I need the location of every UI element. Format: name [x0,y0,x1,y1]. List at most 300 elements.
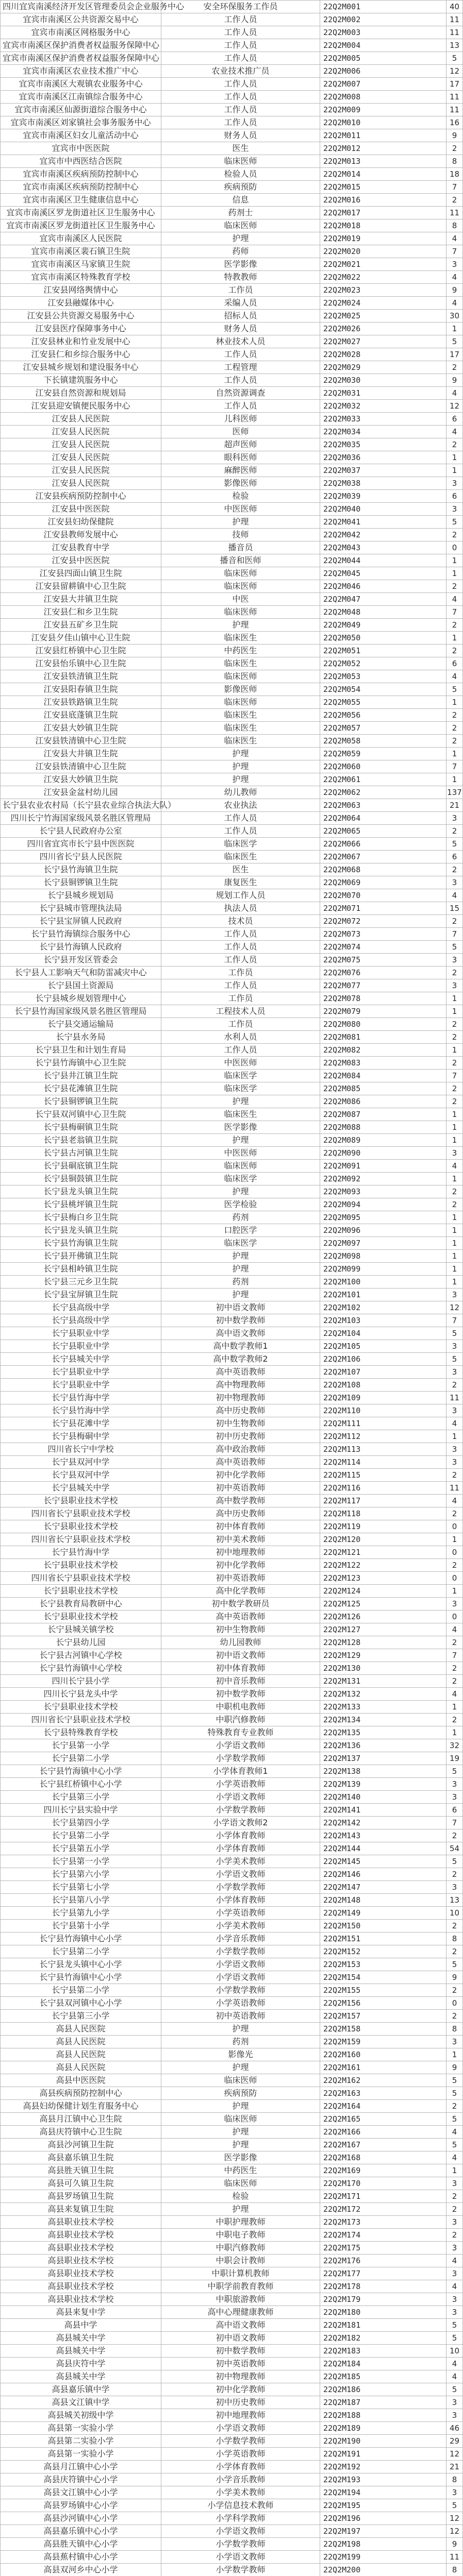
position-cell: 检验 [161,2190,320,2203]
position-code-cell: 22Q2M052 [320,657,447,670]
employer-cell: 长宁县第七小学 [1,1881,161,1894]
employer-cell: 长宁县开发区管委会 [1,954,161,967]
position-cell: 小学体育教师 [161,1829,320,1842]
applicant-count-cell: 4 [447,889,463,902]
table-row [1,696,463,709]
employer-cell: 长宁县梅白乡卫生院 [1,1211,161,1224]
position-code-cell: 22Q2M168 [320,2151,447,2164]
position-code-cell: 22Q2M136 [320,1739,447,1752]
position-cell: 高中历史教师 [161,1507,320,1520]
table-row [1,451,463,464]
applicant-count-cell: 17 [447,348,463,361]
applicant-count-cell: 4 [447,232,463,245]
position-cell: 工程技术人员 [161,1005,320,1018]
employer-cell: 宜宾市南溪区保护消费者权益服务保障中心 [1,39,161,52]
applicant-count-cell: 137 [447,786,463,799]
applicant-count-cell: 6 [447,1804,463,1817]
table-row [1,2151,463,2164]
position-cell: 招标人员 [161,310,320,323]
employer-cell: 宜宾市南溪区仙源街道综合服务中心 [1,104,161,116]
employer-cell: 长宁县相岭镇卫生院 [1,1263,161,1276]
position-code-cell: 22Q2M169 [320,2164,447,2177]
applicant-count-cell: 2 [447,1945,463,1958]
employer-cell: 高县城关中学 [1,2332,161,2345]
position-cell: 工作人员 [161,954,320,967]
applicant-count-cell: 5 [447,1353,463,1366]
employer-cell: 下长镇建筑服务中心 [1,374,161,387]
position-cell: 医师 [161,426,320,438]
applicant-count-cell: 30 [447,310,463,323]
position-cell: 初中生物教师 [161,1623,320,1636]
table-row [1,1495,463,1507]
applicant-count-cell: 10 [447,1907,463,1920]
applicant-count-cell: 16 [447,116,463,129]
position-cell: 小学科学教师 [161,2512,320,2525]
applicant-count-cell: 7 [447,181,463,194]
employer-cell: 长宁县竹海镇中心卫生院 [1,1057,161,1070]
position-cell: 小学体育教师 [161,2461,320,2473]
applicant-count-cell: 12 [447,2448,463,2461]
table-row [1,1353,463,1366]
position-code-cell: 22Q2M002 [320,13,447,26]
position-cell: 初中物理教师 [161,1392,320,1404]
position-cell: 财务人员 [161,323,320,335]
position-cell: 小学语文教师 [161,2525,320,2538]
applicant-count-cell: 7 [447,760,463,773]
position-code-cell: 22Q2M123 [320,1572,447,1585]
position-code-cell: 22Q2M100 [320,1276,447,1289]
position-code-cell: 22Q2M138 [320,1765,447,1778]
position-cell: 中医医师 [161,503,320,516]
table-row [1,1971,463,1984]
applicant-count-cell: 4 [447,670,463,683]
position-cell: 工作人员 [161,116,320,129]
employer-cell: 江安县中医医院 [1,503,161,516]
applicant-count-cell: 1 [447,554,463,567]
table-row [1,1765,463,1778]
employer-cell: 长宁县竹海国家级风景名胜区管理局 [1,1005,161,1018]
table-row [1,297,463,310]
position-cell: 医学检验 [161,1198,320,1211]
table-row [1,2512,463,2525]
position-code-cell: 22Q2M121 [320,1546,447,1559]
employer-cell: 江安县妇幼保健院 [1,516,161,529]
position-cell: 临床医生 [161,851,320,863]
table-row [1,1301,463,1314]
employer-cell: 江安县四面山镇卫生院 [1,567,161,580]
table-row [1,541,463,554]
applicant-count-cell: 2 [447,2229,463,2242]
applicant-count-cell: 4 [447,2255,463,2267]
employer-cell: 长宁县龙头镇卫生院 [1,1224,161,1237]
position-code-cell: 22Q2M107 [320,1366,447,1379]
table-row [1,335,463,348]
table-row [1,2461,463,2473]
applicant-count-cell: 3 [447,1289,463,1301]
employer-cell: 长宁县高级中学 [1,1314,161,1327]
table-row [1,1726,463,1739]
applicant-count-cell: 13 [447,39,463,52]
table-row [1,2048,463,2061]
position-cell: 小学英语教师 [161,1778,320,1791]
position-code-cell: 22Q2M137 [320,1752,447,1765]
employer-cell: 高县蕉村镇中心小学 [1,2551,161,2564]
position-cell: 护理 [161,2023,320,2036]
employer-cell: 高县来复中学 [1,2306,161,2319]
employer-cell: 宜宾市南溪区裴石镇卫生院 [1,245,161,258]
applicant-count-cell: 5 [447,1855,463,1868]
applicant-count-cell: 11 [447,26,463,39]
position-code-cell: 22Q2M174 [320,2229,447,2242]
position-cell: 小学美术教师 [161,2486,320,2499]
applicant-count-cell: 2 [447,825,463,838]
employer-cell: 长宁县竹海镇综合服务中心 [1,928,161,941]
table-row [1,709,463,722]
table-row [1,1,463,13]
applicant-count-cell: 2 [447,2100,463,2113]
employer-cell: 长宁县竹海镇人民政府 [1,941,161,954]
table-row [1,967,463,979]
position-cell: 工作人员 [161,104,320,116]
table-row [1,2409,463,2422]
position-code-cell: 22Q2M030 [320,374,447,387]
position-cell: 超声医师 [161,438,320,451]
applicant-count-cell: 1 [447,1250,463,1263]
applicant-count-cell: 5 [447,1958,463,1971]
position-code-cell: 22Q2M159 [320,2036,447,2048]
table-row [1,1147,463,1160]
position-code-cell: 22Q2M015 [320,181,447,194]
position-code-cell: 22Q2M175 [320,2242,447,2255]
applicant-count-cell: 2 [447,1469,463,1482]
table-row [1,567,463,580]
employer-cell: 长宁县竹海中学 [1,1404,161,1417]
employer-cell: 长宁县教育局教研中心 [1,1598,161,1611]
position-cell: 临床医师 [161,2074,320,2087]
applicant-count-cell: 0 [447,541,463,554]
applicant-count-cell: 1 [447,696,463,709]
position-cell: 临床医师 [161,155,320,168]
position-code-cell: 22Q2M074 [320,941,447,954]
position-cell: 临床医学 [161,1082,320,1095]
table-row [1,1482,463,1495]
employer-cell: 江安县人民医院 [1,451,161,464]
applicant-count-cell: 10 [447,2345,463,2358]
position-cell: 初中地理教师 [161,1546,320,1559]
position-cell: 护理 [161,1095,320,1108]
applicant-count-cell: 3 [447,876,463,889]
table-row [1,1263,463,1276]
applicant-count-cell: 0 [447,1611,463,1623]
table-row [1,2113,463,2126]
employer-cell: 宜宾市南溪区保护消费者权益服务保障中心 [1,52,161,65]
applicant-count-cell: 2 [447,1198,463,1211]
position-code-cell: 22Q2M176 [320,2255,447,2267]
position-code-cell: 22Q2M200 [320,2564,447,2576]
applicant-count-cell: 2 [447,194,463,207]
position-code-cell: 22Q2M011 [320,129,447,142]
position-code-cell: 22Q2M034 [320,426,447,438]
employer-cell: 长宁县城乡规划局 [1,889,161,902]
applicant-count-cell: 5 [447,2074,463,2087]
applicant-count-cell: 11 [447,13,463,26]
table-row [1,786,463,799]
position-cell: 中职计算机教师 [161,2267,320,2280]
table-row [1,1546,463,1559]
applicant-count-cell: 1 [447,1134,463,1147]
position-code-cell: 22Q2M065 [320,825,447,838]
position-cell: 中药医生 [161,2164,320,2177]
employer-cell: 长宁县竹海镇卫生院 [1,1237,161,1250]
employer-cell: 江安县中医医院 [1,554,161,567]
position-code-cell: 22Q2M077 [320,979,447,992]
employer-cell: 高县职业技术学校 [1,2229,161,2242]
position-cell: 安全环保服务工作员 [161,1,320,13]
position-code-cell: 22Q2M195 [320,2499,447,2512]
applicant-count-cell: 7 [447,606,463,619]
applicant-count-cell: 8 [447,155,463,168]
table-row [1,284,463,297]
employer-cell: 江安县怡乐镇中心卫生院 [1,657,161,670]
position-code-cell: 22Q2M103 [320,1314,447,1327]
employer-cell: 高县庆符镇中心小学 [1,2473,161,2486]
applicant-count-cell: 2 [447,1031,463,1044]
position-code-cell: 22Q2M192 [320,2461,447,2473]
position-code-cell: 22Q2M027 [320,335,447,348]
table-row [1,1443,463,1456]
employer-cell: 江安县疾病预防控制中心 [1,490,161,503]
employer-cell: 长宁县第二小学 [1,1829,161,1842]
position-code-cell: 22Q2M130 [320,1662,447,1675]
applicant-count-cell: 13 [447,1894,463,1907]
table-row [1,1804,463,1817]
position-cell: 中职电子教师 [161,2229,320,2242]
applicant-count-cell: 1 [447,1263,463,1276]
position-cell: 中职护理教师 [161,2216,320,2229]
applicant-count-cell: 1 [447,2048,463,2061]
employer-cell: 高县可久镇卫生院 [1,2177,161,2190]
table-row [1,1404,463,1417]
position-code-cell: 22Q2M146 [320,1868,447,1881]
position-cell: 高中数学教师2 [161,1353,320,1366]
applicant-count-cell: 18 [447,168,463,181]
table-row [1,1958,463,1971]
employer-cell: 高县第一实验小学 [1,2448,161,2461]
applicant-count-cell: 11 [447,1482,463,1495]
table-row [1,1018,463,1031]
employer-cell: 宜宾市南溪区罗龙街道社区卫生服务中心 [1,207,161,219]
position-cell: 高中心理健康教师 [161,2306,320,2319]
table-row [1,1379,463,1392]
position-code-cell: 22Q2M167 [320,2139,447,2151]
position-cell: 小学体育教师1 [161,1765,320,1778]
employer-cell: 长宁县老翁镇卫生院 [1,1134,161,1147]
applicant-count-cell: 2 [447,735,463,748]
position-code-cell: 22Q2M178 [320,2280,447,2293]
table-row [1,1675,463,1688]
table-row [1,310,463,323]
position-cell: 临床医生 [161,709,320,722]
position-code-cell: 22Q2M133 [320,1701,447,1714]
applicant-count-cell: 3 [447,2036,463,2048]
table-row [1,619,463,632]
position-code-cell: 22Q2M163 [320,2087,447,2100]
applicant-count-cell: 46 [447,2422,463,2435]
position-code-cell: 22Q2M104 [320,1327,447,1340]
position-cell: 临床医师 [161,606,320,619]
position-code-cell: 22Q2M185 [320,2370,447,2383]
position-cell: 初中英语教师 [161,1482,320,1495]
applicant-count-cell: 32 [447,1739,463,1752]
applicant-count-cell: 5 [447,2499,463,2512]
table-row [1,78,463,91]
position-cell: 工作人员 [161,26,320,39]
position-cell: 小学数学教师 [161,1752,320,1765]
position-code-cell: 22Q2M112 [320,1430,447,1443]
employer-cell: 长宁县双河镇中心卫生院 [1,1108,161,1121]
table-row [1,838,463,851]
applicant-count-cell: 4 [447,2358,463,2370]
employer-cell: 长宁县第三小学 [1,1791,161,1804]
position-code-cell: 22Q2M125 [320,1598,447,1611]
table-row [1,1173,463,1185]
applicant-count-cell: 4 [447,593,463,606]
applicant-count-cell: 54 [447,1842,463,1855]
employer-cell: 高县罗场镇中心小学 [1,2499,161,2512]
table-row [1,194,463,207]
employer-cell: 宜宾市南溪区江南镇综合服务中心 [1,91,161,104]
position-cell: 中职会计教师 [161,2255,320,2267]
table-row [1,426,463,438]
table-row [1,104,463,116]
table-row [1,2280,463,2293]
employer-cell: 四川省长宁县人民医院 [1,851,161,863]
applicant-count-cell: 8 [447,1933,463,1945]
employer-cell: 江安县红桥镇中心卫生院 [1,645,161,657]
position-cell: 检验人员 [161,168,320,181]
position-cell: 小学音乐教师 [161,1933,320,1945]
applicant-count-cell: 6 [447,657,463,670]
table-row [1,1636,463,1649]
table-row [1,258,463,271]
applicant-count-cell: 11 [447,104,463,116]
applicant-count-cell: 12 [447,65,463,78]
table-row [1,490,463,503]
applicant-count-cell: 2 [447,1984,463,1997]
position-code-cell: 22Q2M102 [320,1301,447,1314]
position-code-cell: 22Q2M191 [320,2448,447,2461]
position-cell: 高中物理教师 [161,1379,320,1392]
table-row [1,348,463,361]
employer-cell: 长宁县人民政府办公室 [1,825,161,838]
applicant-count-cell: 5 [447,2332,463,2345]
position-cell: 临床医学 [161,838,320,851]
position-code-cell: 22Q2M062 [320,786,447,799]
table-row [1,2448,463,2461]
applicant-count-cell: 5 [447,941,463,954]
employer-cell: 长宁县三元乡卫生院 [1,1276,161,1289]
applicant-count-cell: 3 [447,258,463,271]
position-code-cell: 22Q2M162 [320,2074,447,2087]
employer-cell: 江安县底蓬镇卫生院 [1,709,161,722]
applicant-count-cell: 3 [447,1881,463,1894]
position-code-cell: 22Q2M120 [320,1533,447,1546]
position-code-cell: 22Q2M141 [320,1804,447,1817]
table-row [1,1057,463,1070]
employer-cell: 江安县人民医院 [1,464,161,477]
position-cell: 高中英语教师 [161,1611,320,1623]
position-code-cell: 22Q2M013 [320,155,447,168]
position-code-cell: 22Q2M124 [320,1585,447,1598]
position-code-cell: 22Q2M057 [320,722,447,735]
position-code-cell: 22Q2M005 [320,52,447,65]
applicant-count-cell: 11 [447,91,463,104]
table-row [1,323,463,335]
employer-cell: 四川长宁县龙头中学 [1,1688,161,1701]
employer-cell: 宜宾市南溪区疾病预防控制中心 [1,168,161,181]
table-row [1,1134,463,1147]
position-code-cell: 22Q2M050 [320,632,447,645]
position-code-cell: 22Q2M076 [320,967,447,979]
position-code-cell: 22Q2M198 [320,2538,447,2551]
table-row [1,722,463,735]
table-row [1,657,463,670]
employer-cell: 宜宾市南溪区人民医院 [1,232,161,245]
employer-cell: 江安县人民医院 [1,413,161,426]
position-code-cell: 22Q2M142 [320,1817,447,1829]
position-code-cell: 22Q2M047 [320,593,447,606]
applicant-count-cell: 11 [447,2551,463,2564]
position-cell: 高中语文教师 [161,1327,320,1340]
applicant-count-cell: 1 [447,1173,463,1185]
table-row [1,2538,463,2551]
position-cell: 临床医学 [161,1237,320,1250]
position-code-cell: 22Q2M071 [320,902,447,915]
position-code-cell: 22Q2M096 [320,1224,447,1237]
table-row [1,2255,463,2267]
employer-cell: 长宁县铜锣镇卫生院 [1,876,161,889]
position-code-cell: 22Q2M151 [320,1933,447,1945]
applicant-count-cell: 12 [447,2525,463,2538]
table-row [1,1997,463,2010]
applicant-count-cell: 4 [447,2151,463,2164]
position-code-cell: 22Q2M082 [320,1044,447,1057]
applicant-count-cell: 2 [447,1018,463,1031]
applicant-count-cell: 3 [447,477,463,490]
position-cell: 中职汽修教师 [161,1714,320,1726]
position-code-cell: 22Q2M158 [320,2023,447,2036]
position-code-cell: 22Q2M056 [320,709,447,722]
applicant-count-cell: 1 [447,1276,463,1289]
applicant-count-cell: 0 [447,1520,463,1533]
position-code-cell: 22Q2M091 [320,1160,447,1173]
table-row [1,219,463,232]
position-cell: 初中历史教师 [161,1430,320,1443]
applicant-count-cell: 4 [447,1160,463,1173]
position-code-cell: 22Q2M152 [320,1945,447,1958]
table-row [1,1623,463,1636]
position-code-cell: 22Q2M109 [320,1392,447,1404]
table-row [1,554,463,567]
position-code-cell: 22Q2M006 [320,65,447,78]
position-cell: 工作人员 [161,979,320,992]
position-code-cell: 22Q2M119 [320,1520,447,1533]
employer-cell: 江安县铁清镇卫生院 [1,670,161,683]
position-code-cell: 22Q2M073 [320,928,447,941]
position-code-cell: 22Q2M003 [320,26,447,39]
position-cell: 小学数学教师 [161,2564,320,2576]
position-code-cell: 22Q2M088 [320,1121,447,1134]
